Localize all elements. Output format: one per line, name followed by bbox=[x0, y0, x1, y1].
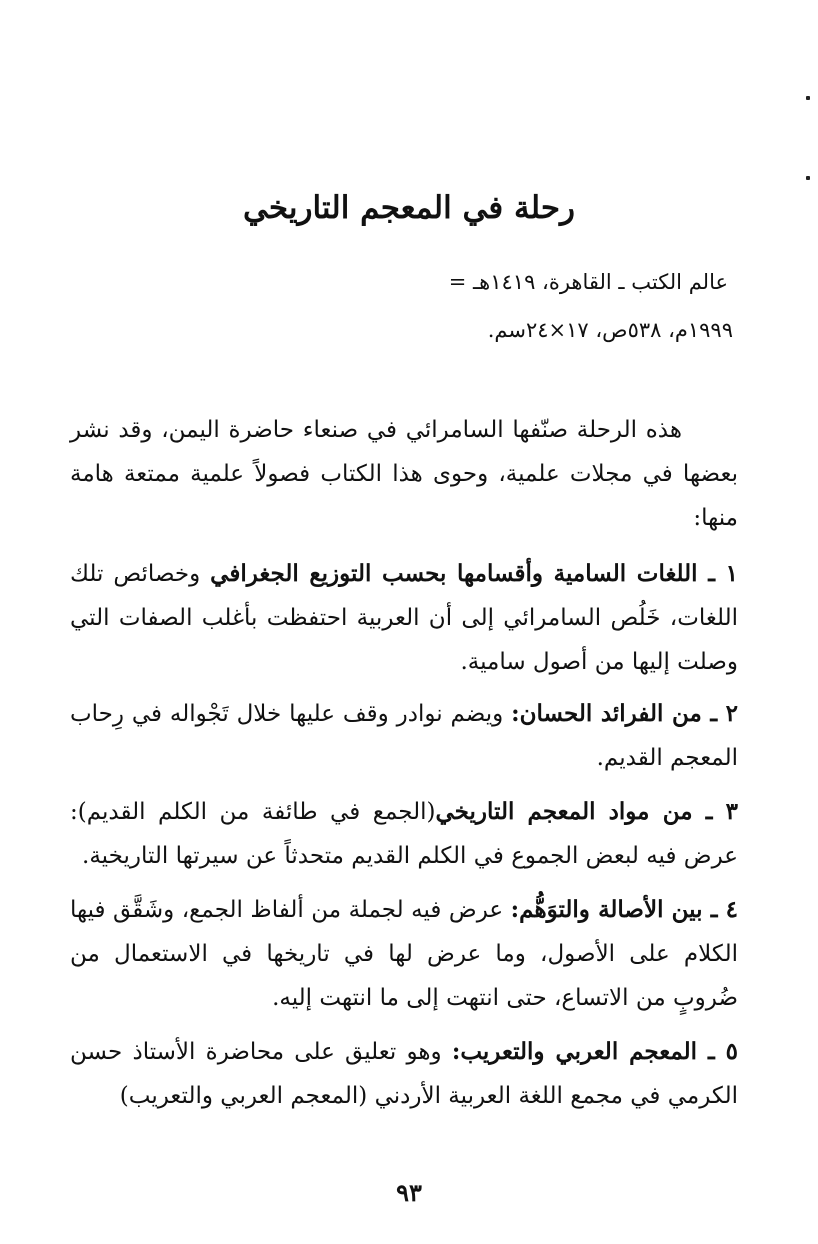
item-text: عرض فيه لجملة من ألفاظ الجمع، وشَقَّق فيها الكلام على الأصول، وما عرض لها في تاريخها في الاستعمال من ضُروبٍ من الاتساع، حتى انتهت إلى ما انتهت إليه. bbox=[70, 897, 738, 1011]
item-heading: ١ ـ اللغات السامية وأقسامها بحسب التوزيع الجغرافي bbox=[210, 560, 738, 587]
bibliography-line-1: عالم الكتب ـ القاهرة، ١٤١٩هـ = bbox=[448, 270, 728, 294]
bibliography-line-2: ١٩٩٩م، ٥٣٨ص، ١٧×٢٤سم. bbox=[487, 318, 733, 342]
list-item bbox=[70, 1030, 738, 1118]
item-heading: ٢ ـ من الفرائد الحسان: bbox=[511, 700, 738, 727]
item-text: (الجمع في طائفة من الكلم القديم): عرض فيه لبعض الجموع في الكلم القديم متحدثاً عن سيرتها التاريخية. bbox=[70, 799, 738, 869]
list-item bbox=[70, 552, 738, 684]
item-text: وهو تعليق على محاضرة الأستاذ حسن الكرمي في مجمع اللغة العربية الأردني (المعجم العربي والتعريب) bbox=[70, 1039, 738, 1109]
page-title: رحلة في المعجم التاريخي bbox=[243, 190, 575, 226]
margin-mark bbox=[806, 176, 810, 180]
item-heading: ٣ ـ من مواد المعجم التاريخي bbox=[435, 798, 738, 825]
margin-mark bbox=[806, 96, 810, 100]
item-text: وخصائص تلك اللغات، خَلُص السامرائي إلى أن العربية احتفظت بأغلب الصفات التي وصلت إليها من أصول سامية. bbox=[70, 561, 738, 675]
item-text: ويضم نوادر وقف عليها خلال تَجْواله في رِحاب المعجم القديم. bbox=[70, 701, 738, 771]
list-item bbox=[70, 790, 738, 878]
page-number: ٩٣ bbox=[396, 1178, 422, 1207]
item-heading: ٥ ـ المعجم العربي والتعريب: bbox=[451, 1038, 738, 1065]
item-heading: ٤ ـ بين الأصالة والتوَهُّم: bbox=[510, 896, 738, 923]
list-item bbox=[70, 692, 738, 780]
intro-paragraph: هذه الرحلة صنّفها السامرائي في صنعاء حاضرة اليمن، وقد نشر بعضها في مجلات علمية، وحوى هذا الكتاب فصولاً علمية ممتعة هامة منها: bbox=[70, 417, 738, 531]
list-item bbox=[70, 888, 738, 1020]
